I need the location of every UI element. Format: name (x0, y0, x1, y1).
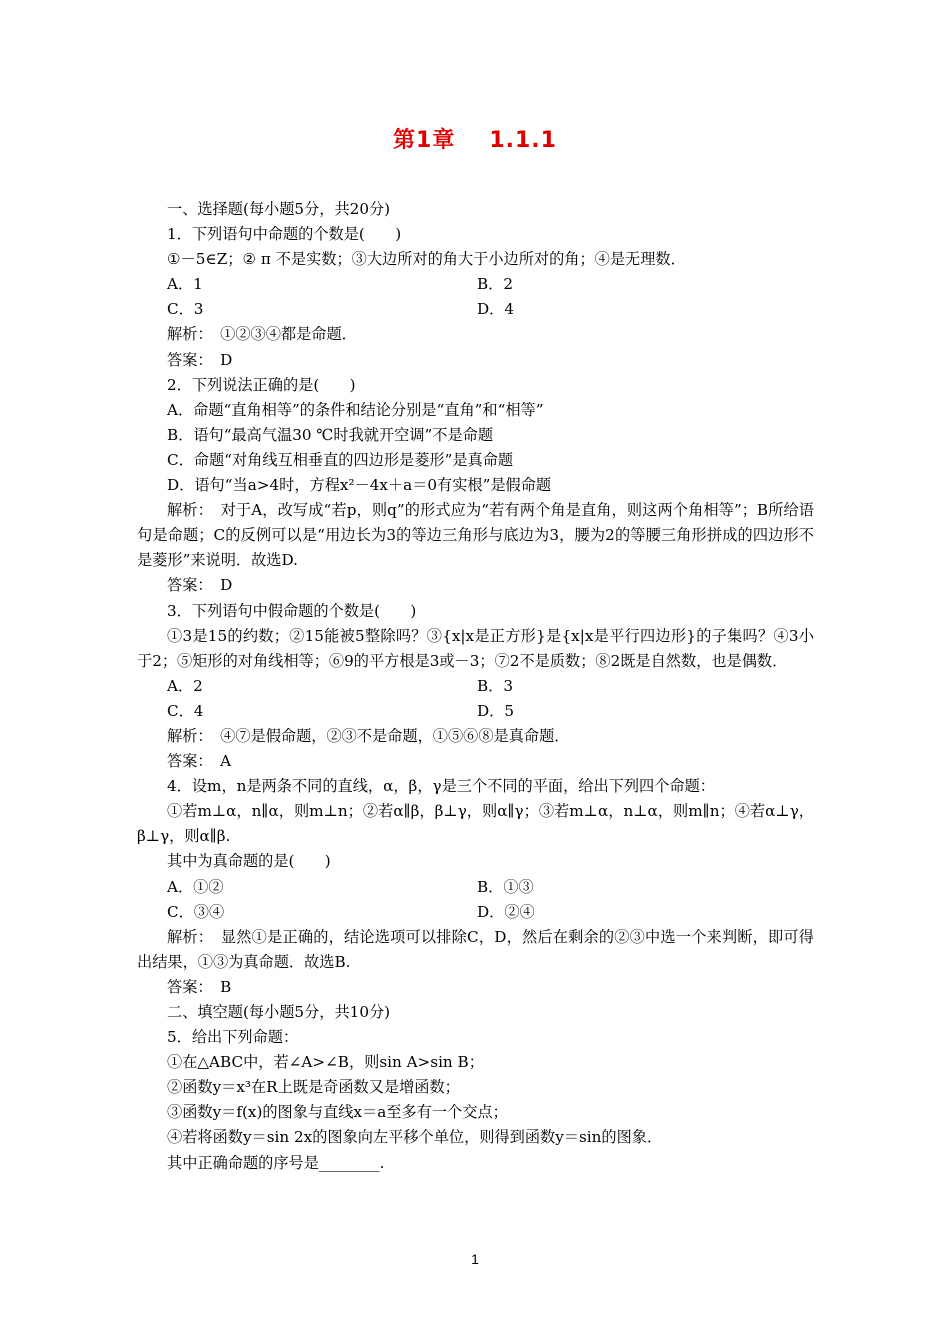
question-stem: 2．下列说法正确的是( ) (167, 375, 356, 394)
answer: 答案： D (167, 350, 233, 369)
option-c: C．4 (167, 701, 204, 720)
option-a: A．2 (167, 676, 203, 695)
question-stem: 4．设m，n是两条不同的直线，α，β，γ是三个不同的平面，给出下列四个命题： (167, 777, 715, 796)
option-c: C．③④ (167, 902, 225, 921)
explanation: 解析： ④⑦是假命题，②③不是命题，①⑤⑥⑧是真命题． (167, 726, 570, 745)
answer: 答案： D (167, 576, 233, 595)
question-stem: 5．给出下列命题： (167, 1028, 299, 1047)
question-stem: 3．下列语句中假命题的个数是( ) (167, 601, 417, 620)
option-c: C．命题“对角线互相垂直的四边形是菱形”是真命题 (167, 450, 514, 469)
option-a: A．命题“直角相等”的条件和结论分别是“直角”和“相等” (167, 400, 544, 419)
page-number: 1 (471, 1251, 479, 1267)
question-prompt: 其中正确命题的序号是________. (167, 1153, 385, 1172)
proposition-3: ③函数y＝f(x)的图象与直线x＝a至多有一个交点； (167, 1103, 508, 1122)
question-stem: 1．下列语句中命题的个数是( ) (167, 225, 402, 244)
explanation: 解析： 对于A，改写成“若p，则q”的形式应为“若有两个角是直角，则这两个角相等”；B所给语句是命题；C的反例可以是“用边长为3的等边三角形与底边为3，腰为2的等腰三角形拼成的四边形不是菱形”来说明．故选D. (137, 501, 814, 570)
proposition-1: ①在△ABC中，若∠A>∠B，则sin A>sin B； (167, 1053, 484, 1072)
section-heading: 二、填空题(每小题5分，共10分) (167, 1003, 391, 1021)
proposition-4: ④若将函数y＝sin 2x的图象向左平移个单位，则得到函数y＝sin的图象． (167, 1128, 663, 1147)
proposition-2: ②函数y＝x³在R上既是奇函数又是增函数； (167, 1078, 460, 1097)
option-c: C．3 (167, 300, 204, 319)
options-row (137, 699, 814, 724)
option-b: B．2 (477, 275, 514, 294)
section-heading: 一、选择题(每小题5分，共20分) (167, 200, 391, 218)
option-a: A．1 (167, 275, 203, 294)
question-prompt: 其中为真命题的是( ) (167, 852, 331, 871)
option-b: B．①③ (477, 877, 534, 896)
question-statement: ①若m⊥α，n∥α，则m⊥n；②若α∥β，β⊥γ，则α∥γ；③若m⊥α，n⊥α，则m∥n；④若α⊥γ，β⊥γ，则α∥β. (137, 802, 814, 846)
options-row (137, 297, 814, 322)
section-label: 1.1.1 (489, 128, 557, 153)
option-b: B．3 (477, 676, 514, 695)
options-row (137, 900, 814, 925)
options-row (137, 674, 814, 699)
answer: 答案： A (167, 752, 232, 771)
explanation: 解析： 显然①是正确的，结论选项可以排除C，D，然后在剩余的②③中选一个来判断，即可得出结果，①③为真命题．故选B. (137, 927, 814, 971)
document-body (137, 197, 814, 1176)
options-row (137, 875, 814, 900)
page-title (0, 123, 950, 154)
options-row (137, 272, 814, 297)
option-d: D．5 (477, 701, 515, 720)
question-statement: ①－5∈Z；② π 不是实数；③大边所对的角大于小边所对的角；④是无理数． (167, 250, 686, 269)
option-a: A．①② (167, 877, 224, 896)
chapter-label: 第1章 (393, 128, 456, 153)
option-b: B．语句“最高气温30 ℃时我就开空调”不是命题 (167, 425, 494, 444)
option-d: D．语句“当a>4时，方程x²－4x＋a＝0有实根”是假命题 (167, 476, 552, 495)
question-statement: ①3是15的约数；②15能被5整除吗？③{x|x是正方形}是{x|x是平行四边形}的子集吗？④3小于2；⑤矩形的对角线相等；⑥9的平方根是3或－3；⑦2不是质数；⑧2既是自然数，也是偶数． (137, 626, 814, 670)
explanation: 解析： ①②③④都是命题． (167, 325, 357, 344)
option-d: D．②④ (477, 902, 535, 921)
answer: 答案： B (167, 977, 232, 996)
option-d: D．4 (477, 300, 515, 319)
